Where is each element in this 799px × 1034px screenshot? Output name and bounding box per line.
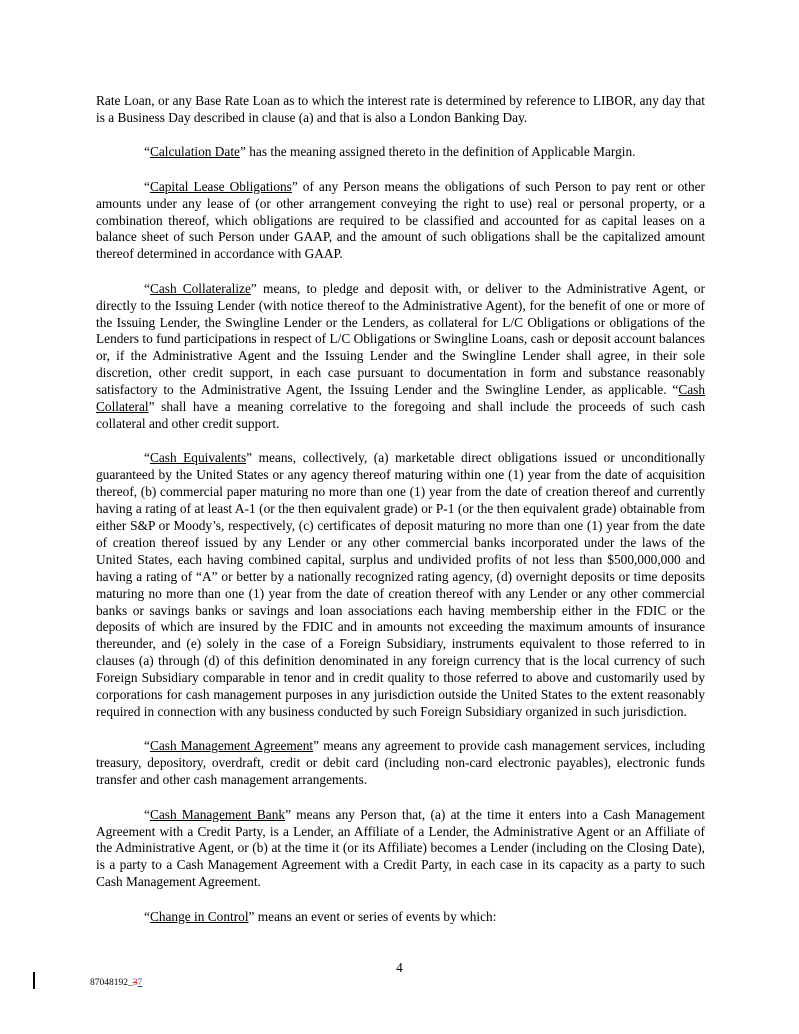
paragraph-text: “ <box>144 738 150 754</box>
body-text <box>96 93 705 943</box>
page-number: 4 <box>396 960 403 975</box>
definition-paragraph <box>96 179 705 264</box>
paragraph-text: ” has the meaning assigned thereto in the definition of Applicable Margin. <box>239 144 636 160</box>
definition-paragraph <box>96 144 705 161</box>
document-id-deleted-revision: 3 <box>132 978 138 988</box>
document-id-inserted-revision: 7 <box>137 978 143 988</box>
defined-term: Calculation Date <box>149 144 240 160</box>
definition-paragraph <box>96 281 705 433</box>
paragraph-text: “ <box>144 280 150 296</box>
definition-paragraph <box>96 93 705 127</box>
paragraph-text: ” means, collectively, (a) marketable direct obligations issued or unconditionally guaranteed by the United States or any agency thereof maturing within one (1) year from the date of acquisition thereof, (b) commercial paper maturing no more than one (1) year from the date of creation thereof and currently having a rating of at least A-1 (or the then equivalent grade) or P-1 (or the then equivalent grade) obtainable from either S&P or Moody’s, respectively, (c) certificates of deposit maturing no more than one (1) year from the date of creation thereof issued by any Lender or any other commercial banks incorporated under the laws of the United States, each having combined capital, surplus and undivided profits of not less than $500,000,000 and having a rating of “A” or better by a nationally recognized rating agency, (d) overnight deposits or time deposits maturing no more than one (1) year from the date of creation thereof with any Lender or any other commercial banks or savings banks or savings and loan associations each having membership either in the FDIC or the deposits of which are insured by the FDIC and in amounts not exceeding the maximum amounts of insurance thereunder, and (e) solely in the case of a Foreign Subsidiary, instruments equivalent to those referred to in clauses (a) through (d) of this definition denominated in any foreign currency that is the local currency of such Foreign Subsidiary comparable in tenor and in credit quality to those referred to above and customarily used by corporations for cash management purposes in any jurisdiction outside the United States to the extent reasonably required in connection with any business conducted by such Foreign Subsidiary organized in such jurisdiction. <box>96 450 705 719</box>
paragraph-text: ” of any Person means the obligations of such Person to pay rent or other amounts under any lease of (or other arrangement conveying the right to use) real or personal property, or a combination thereof, which obligations are required to be classified and accounted for as capital leases on a balance sheet of such Person under GAAP, and the amount of such obligations shall be the capitalized amount thereof determined in accordance with GAAP. <box>96 178 705 262</box>
paragraph-text: “ <box>144 908 150 924</box>
paragraph-text: “ <box>144 450 150 466</box>
paragraph-text: ” shall have a meaning correlative to the foregoing and shall include the proceeds of such cash collateral and other credit support. <box>96 399 705 431</box>
defined-term: Capital Lease Obligations <box>149 178 292 194</box>
defined-term: Cash Management Agreement <box>149 738 314 754</box>
paragraph-text: “ <box>144 144 150 160</box>
document-id-base: 87048192_ <box>90 978 133 988</box>
definition-paragraph <box>96 738 705 789</box>
paragraph-text: ” means, to pledge and deposit with, or deliver to the Administrative Agent, or directly to the Issuing Lender (with notice thereof to the Administrative Agent), for the benefit of one or more of the Issuing Lender, the Swingline Lender or the Lenders, as collateral for L/C Obligations or obligations of the Lenders to fund participations in respect of L/C Obligations or Swingline Loans, cash or deposit account balances or, if the Administrative Agent and the Issuing Lender and the Swingline Lender shall agree, in their sole discretion, other credit support, in each case pursuant to documentation in form and substance reasonably satisfactory to the Administrative Agent, the Issuing Lender and the Swingline Lender, as applicable. “ <box>96 280 705 398</box>
paragraph-text: “ <box>144 178 150 194</box>
document-id <box>90 978 142 989</box>
defined-term: Cash Collateralize <box>149 280 251 296</box>
paragraph-text: ” means any agreement to provide cash management services, including treasury, depository, overdraft, credit or debit card (including non-card electronic payables), electronic funds transfer and other cash management arrangements. <box>96 738 706 788</box>
defined-term: Cash Collateral <box>96 382 705 415</box>
defined-term: Cash Equivalents <box>149 450 247 466</box>
paragraph-text: ” means an event or series of events by which: <box>248 908 497 924</box>
defined-term: Change in Control <box>149 908 249 924</box>
paragraph-text: ” means any Person that, (a) at the time it enters into a Cash Management Agreement with a Credit Party, is a Lender, an Affiliate of a Lender, the Administrative Agent or an Affiliate of the Administrative Agent, or (b) at the time it (or its Affiliate) becomes a Lender (including on the Closing Date), is a party to a Cash Management Agreement with a Credit Party, in each case in its capacity as a party to such Cash Management Agreement. <box>96 806 705 890</box>
paragraph-text: “ <box>144 806 150 822</box>
definition-paragraph <box>96 807 705 892</box>
definition-paragraph <box>96 909 705 926</box>
revision-change-bar <box>33 972 35 989</box>
paragraph-text: Rate Loan, or any Base Rate Loan as to which the interest rate is determined by reference to LIBOR, any day that is a Business Day described in clause (a) and that is also a London Banking Day. <box>96 93 705 125</box>
definition-paragraph <box>96 450 705 721</box>
defined-term: Cash Management Bank <box>149 806 286 822</box>
